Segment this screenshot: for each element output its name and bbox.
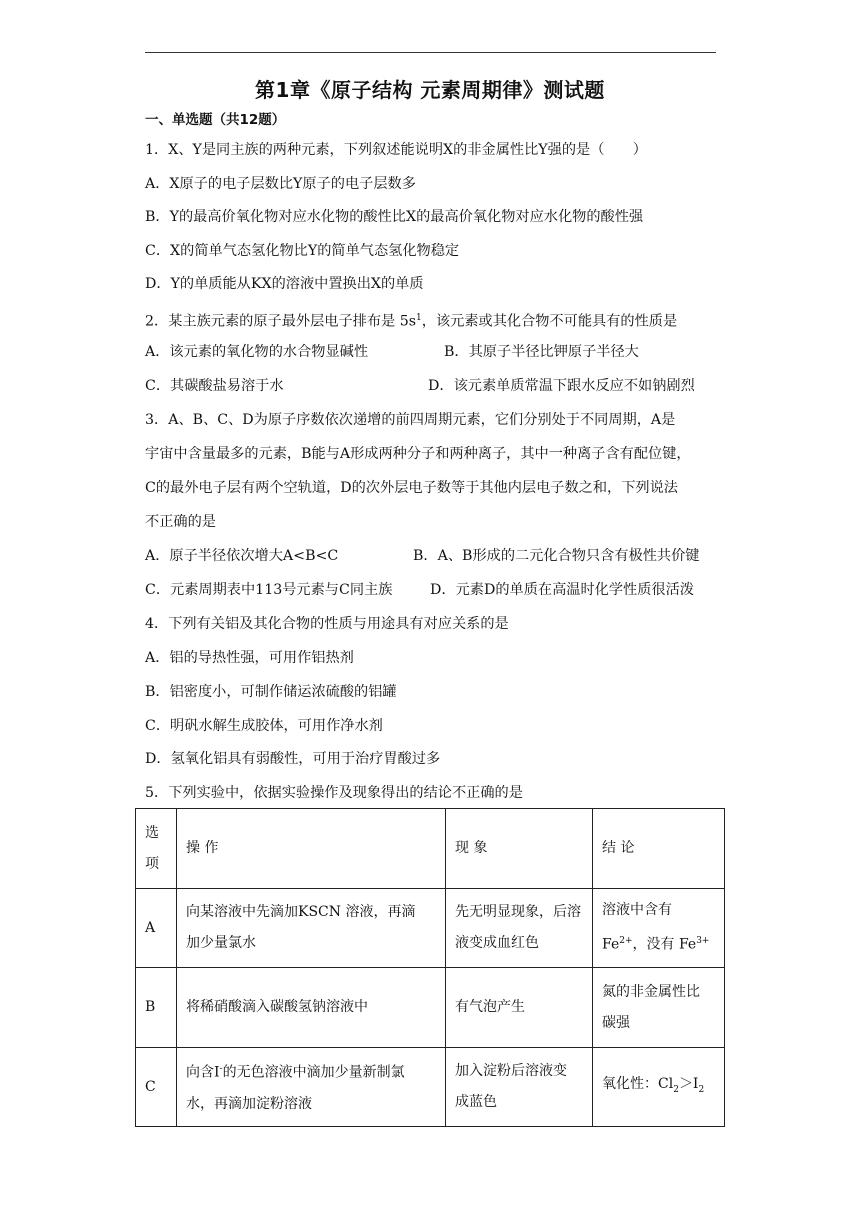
q2-stem [145,308,677,332]
row-c-operation [177,1048,446,1127]
q4-option-c: C．明矾水解生成胶体，可用作净水剂 [145,718,383,734]
row-b-phenomenon: 有气泡产生 [446,968,593,1048]
q4-stem: 4．下列有关铝及其化合物的性质与用途具有对应关系的是 [145,616,509,632]
row-a-fe3-charge: 3+ [696,936,710,947]
q2-option-b: B．其原子半径比钾原子半径大 [444,344,639,360]
row-a-operation [177,889,446,968]
q2-option-d: D．该元素单质常温下跟水反应不如钠剧烈 [428,378,695,394]
row-b-operation: 将稀硝酸滴入碳酸氢钠溶液中 [177,968,446,1048]
row-b-option: B [136,968,177,1048]
row-a-option: A [136,889,177,968]
header-option-1: 选 [145,824,159,841]
row-c-option: C [136,1048,177,1127]
q4-option-a: A．铝的导热性强，可用作铝热剂 [145,650,354,666]
q1-stem: 1．X、Y是同主族的两种元素，下列叙述能说明X的非金属性比Y强的是（ ） [145,142,647,158]
row-b-conclusion-2: 碳强 [602,1014,630,1031]
q4-option-d: D．氢氧化铝具有弱酸性，可用于治疗胃酸过多 [145,751,441,767]
header-option-2: 项 [145,855,159,872]
row-b-conclusion [593,968,725,1048]
table-row-c [136,1048,725,1127]
q3-stem-line-1: 3．A、B、C、D为原子序数依次递增的前四周期元素，它们分别处于不同周期，A是 [145,412,676,428]
q3-stem-line-2: 宇宙中含量最多的元素，B能与A形成两种分子和两种离子，其中一种离子含有配位键， [145,446,691,462]
row-a-operation-2: 加少量氯水 [186,935,256,951]
q1-option-a: A．X原子的电子层数比Y原子的电子层数多 [145,176,416,192]
q1-option-b: B．Y的最高价氧化物对应水化物的酸性比X的最高价氧化物对应水化物的酸性强 [145,209,644,225]
row-c-cl2-sub: 2 [673,1084,679,1095]
table-header-row [136,809,725,889]
q3-stem-line-4: 不正确的是 [145,514,216,530]
row-c-iodide-charge: - [219,1064,223,1075]
header-option-cell [136,809,177,889]
row-a-operation-1: 向某溶液中先滴加KSCN 溶液，再滴 [186,904,416,920]
row-a-fe2: Fe [602,936,620,953]
q1-option-c: C．X的简单气态氢化物比Y的简单气态氢化物稳定 [145,243,460,259]
row-b-conclusion-1: 氮的非金属性比 [602,983,700,1000]
table-row-b [136,968,725,1048]
q3-option-b: B．A、B形成的二元化合物只含有极性共价键 [413,548,700,564]
q2-stem-post: ，该元素或其化合物不可能具有的性质是 [421,313,678,330]
row-a-phenomenon-1: 先无明显现象，后溶 [455,904,581,920]
q1-option-d: D．Y的单质能从KX的溶液中置换出X的单质 [145,276,424,292]
row-a-fe3: ，没有 Fe [632,936,697,953]
row-a-conclusion-1: 溶液中含有 [602,902,672,919]
section-heading: 一、单选题（共12题） [145,112,286,128]
row-a-conclusion [593,889,725,968]
row-c-phenomenon-2: 成蓝色 [455,1094,497,1110]
row-a-phenomenon [446,889,593,968]
q3-option-c: C．元素周期表中113号元素与C同主族 [145,582,393,598]
experiment-table [135,808,725,1127]
row-c-phenomenon-1: 加入淀粉后溶液变 [455,1063,567,1079]
q3-option-a: A．原子半径依次增大A<B<C [145,548,339,564]
row-a-phenomenon-2: 液变成血红色 [455,935,539,951]
row-c-phenomenon [446,1048,593,1127]
row-a-fe2-charge: 2+ [619,936,633,947]
row-c-i2-sub: 2 [698,1084,705,1095]
q3-option-d: D．元素D的单质在高温时化学性质很活泼 [430,582,694,598]
row-c-operation-1a: 向含I [186,1064,220,1081]
q2-option-a: A．该元素的氧化物的水合物显碱性 [145,344,369,360]
page-title: 第1章《原子结构 元素周期律》测试题 [255,78,605,102]
row-c-conclusion [593,1048,725,1127]
row-c-operation-2: 水，再滴加淀粉溶液 [186,1095,312,1112]
q2-stem-sup: 1 [416,313,422,323]
q3-stem-line-3: C的最外电子层有两个空轨道，D的次外层电子数等于其他内层电子数之和，下列说法 [145,480,678,496]
header-phenomenon: 现 象 [446,809,593,889]
row-c-conclusion-a: 氧化性：Cl [602,1075,674,1092]
row-c-conclusion-b: ＞I [678,1075,699,1092]
header-rule [145,52,716,53]
header-conclusion: 结 论 [593,809,725,889]
q4-option-b: B．铝密度小，可制作储运浓硫酸的铝罐 [145,684,397,700]
table-row-a [136,889,725,968]
row-c-operation-1b: 的无色溶液中滴加少量新制氯 [222,1064,405,1081]
q5-stem: 5．下列实验中，依据实验操作及现象得出的结论不正确的是 [145,785,523,801]
header-operation: 操 作 [177,809,446,889]
q2-option-c: C．其碳酸盐易溶于水 [145,378,284,394]
q2-stem-pre: 2．某主族元素的原子最外层电子排布是 5s [145,313,417,330]
